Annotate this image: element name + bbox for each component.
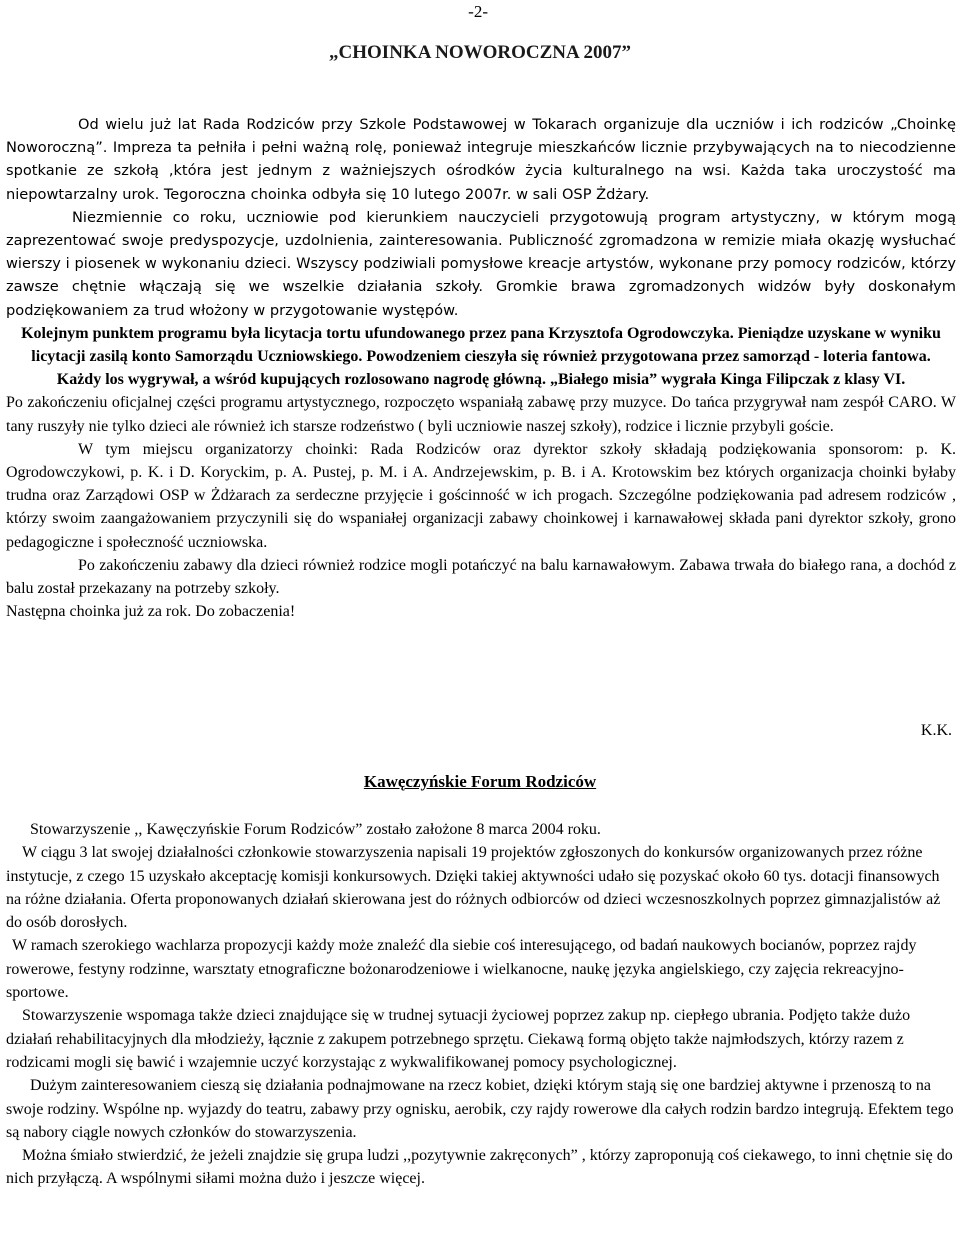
paragraph: Niezmiennie co roku, uczniowie pod kierunkiem nauczycieli przygotowują program artystyczny, w którym mogą zaprezentować swoje predyspozycje, uzdolnienia, zainteresowania. Publiczność zgromadzona w remizie miała okazję wysłuchać wierszy i piosenek w wykonaniu dzieci. Wszyscy podziwiali pomysłowe kreacje artystów, wykonane przy pomocy rodziców, którzy zawsze chętnie włączają się we wszelkie działania szkoły. Gromkie brawa zgromadzonych widzów były doskonałym podziękowaniem za trud włożony w przygotowanie występów. (6, 208, 956, 319)
paragraph: Kolejnym punktem programu była licytacja tortu ufundowanego przez pana Krzysztofa Ogrodowczyka. Pieniądze uzyskane w wyniku licytacji zasilą konto Samorządu Uczniowskiego. Powodzeniem cieszyła się również przygotowana przez samorząd - loteria fantowa. Każdy los wygrywał, a wśród kupujących rozlosowano nagrodę główną. „Białego misia” wygrała Kinga Filipczak z klasy VI. (21, 324, 941, 389)
signature: K.K. (920, 722, 952, 739)
paragraph: Stowarzyszenie wspomaga także dzieci znajdujące się w trudnej sytuacji życiowej poprzez zakup np. ciepłego ubrania. Podjęto także dużo działań rehabilitacyjnych dla młodzieży, łącznie z zakupem potrzebnego sprzętu. Ciekawą formą objęto także najmłodszych, którzy razem z rodzicami mogli się bawić i wzajemnie uczyć korzystając z wykwalifikowanej pomocy psychologicznej. (6, 1007, 911, 1071)
paragraph: W tym miejscu organizatorzy choinki: Rada Rodziców oraz dyrektor szkoły składają podziękowania sponsorom: p. K. Ogrodowczykowi, p. K. i D. Koryckim, p. A. Pustej, p. M. i A. Andrzejewskim, p. B. i A. Krotowskim bez których organizacja choinki byłaby trudna oraz Zarządowi OSP w Żdżarach za serdeczne przyjęcie i gościnność w ich progach. Szczególne podziękowania pad adresem rodziców , którzy swoim zaangażowaniem przyczynili się do wspaniałej organizacji zabawy choinkowej i karnawałowej składa pani dyrektor szkoły, grono pedagogiczne i społeczność uczniowska. (6, 440, 956, 551)
article-body-forum (6, 818, 956, 1191)
page-number: -2- (468, 2, 488, 21)
paragraph: Dużym zainteresowaniem cieszą się działania podnajmowane na rzecz kobiet, dzięki którym stają się one bardziej aktywne i przenoszą to na swoje rodziny. Wspólne np. wyjazdy do teatru, zabawy przy ognisku, aerobik, czy rajdy rowerowe dla całych rodzin bardzo integrują. Efektem tego są nabory ciągle nowych członków do stowarzyszenia. (6, 1077, 954, 1141)
article-title-forum: Kawęczyńskie Forum Rodziców (363, 772, 597, 791)
paragraph: W ramach szerokiego wachlarza propozycji każdy może znaleźć dla siebie coś interesującego, od badań naukowych bocianów, poprzez rajdy rowerowe, festyny rodzinne, warsztaty etnograficzne bożonarodzeniowe i wielkanocne, naukę języka angielskiego, czy zajęcia rekreacyjno- sportowe. (6, 937, 917, 1002)
article-title-choinka: „CHOINKA NOWOROCZNA 2007” (329, 42, 631, 63)
paragraph: W ciągu 3 lat swojej działalności członkowie stowarzyszenia napisali 19 projektów zgłoszonych do konkursów organizowanych przez różne instytucje, z czego 15 uzyskało akceptację komisji konkursowych. Dzięki takiej aktywności udało się pozyskać około 60 tys. dotacji finansowych na różne działania. Oferta proponowanych działań skierowana jest do różnych odbiorców od dzieci wczesnoszkolnych poprzez gimnazjalistów aż do osób dorosłych. (6, 844, 941, 932)
paragraph: Następna choinka już za rok. Do zobaczenia! (6, 603, 296, 621)
paragraph: Po zakończeniu oficjalnej części programu artystycznego, rozpoczęto wspaniałą zabawę przy muzyce. Do tańca przygrywał nam zespół CARO. W tany ruszyły nie tylko dzieci ale również ich starsze rodzeństwo ( byli uczniowie naszej szkoły), rodzice i licznie przybyli goście. (6, 394, 956, 435)
paragraph: Można śmiało stwierdzić, że jeżeli znajdzie się grupa ludzi ,,pozytywnie zakręconych” , którzy zaproponują coś ciekawego, to inni chętnie się do nich przyłączą. A wspólnymi siłami można dużo i jeszcze więcej. (6, 1147, 953, 1188)
article-body-choinka (6, 113, 956, 623)
paragraph: Stowarzyszenie ,, Kawęczyńskie Forum Rodziców” zostało założone 8 marca 2004 roku. (30, 821, 601, 838)
paragraph: Po zakończeniu zabawy dla dzieci również rodzice mogli potańczyć na balu karnawałowym. Zabawa trwała do białego rana, a dochód z balu został przekazany na potrzeby szkoły. (6, 556, 956, 598)
paragraph: Od wielu już lat Rada Rodziców przy Szkole Podstawowej w Tokarach organizuje dla uczniów i ich rodziców „Choinkę Noworoczną”. Impreza ta pełniła i pełni ważną rolę, ponieważ integruje mieszkańców licznie przybywających na to niecodzienne spotkanie ze szkołą ,która jest jednym z ważniejszych ośrodków życia kulturalnego na wsi. Każda taka uroczystość ma niepowtarzalny urok. Tegoroczna choinka odbyła się 10 lutego 2007r. w sali OSP Żdżary. (6, 116, 956, 203)
